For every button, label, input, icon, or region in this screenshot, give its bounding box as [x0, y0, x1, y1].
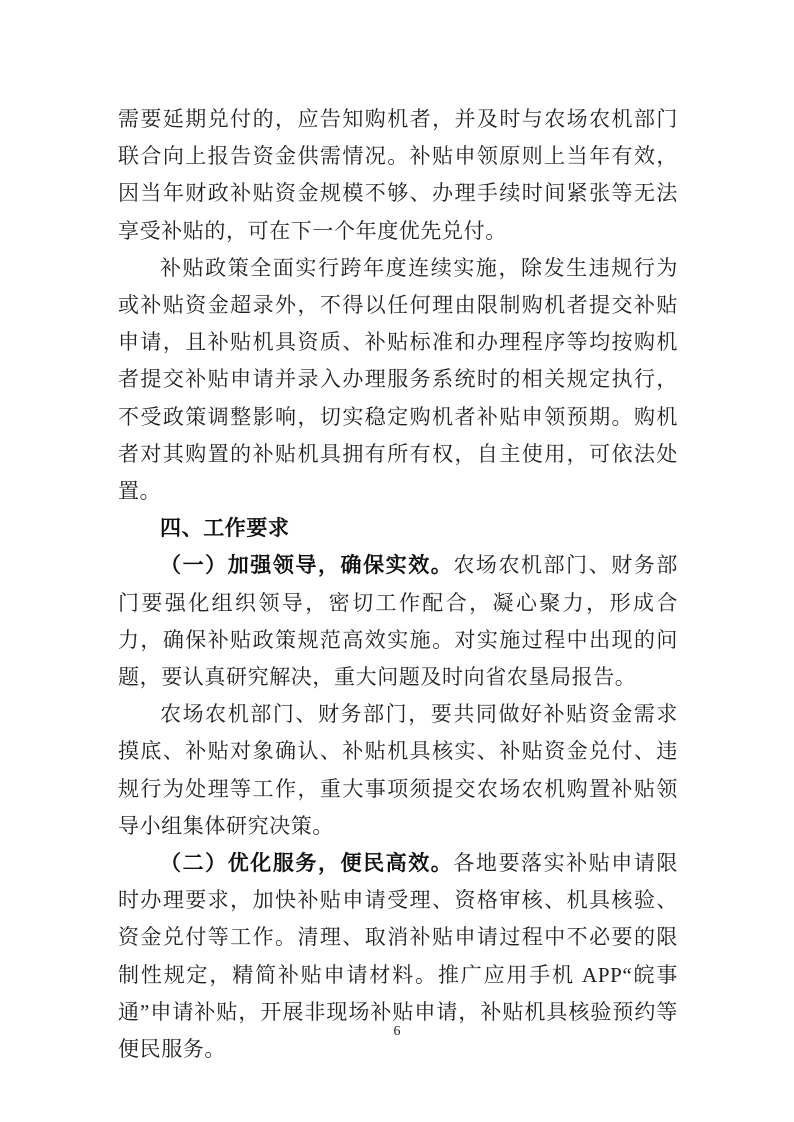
- paragraph-text-strengthen-leadership: 农场农机部门、财务部门要强化组织领导，密切工作配合，凝心聚力，形成合力，确保补贴政策规范高效实施。对实施过程中出现的问题，要认真研究解决，重大问题及时向省农垦局报告。: [118, 553, 678, 690]
- paragraph-joint-duties: 农场农机部门、财务部门，要共同做好补贴资金需求摸底、补贴对象确认、补贴机具核实、补贴资金兑付、违规行为处理等工作，重大事项须提交农场农机购置补贴领导小组集体研究决策。: [118, 702, 678, 838]
- paragraph-lead-optimize-service: （二）优化服务，便民高效。: [160, 851, 454, 876]
- section-heading-work-requirements: 四、工作要求: [160, 516, 290, 541]
- paragraph-strengthen-leadership: [118, 547, 678, 696]
- document-body: [118, 101, 678, 1068]
- paragraph-cross-year-policy: 补贴政策全面实行跨年度连续实施，除发生违规行为或补贴资金超录外，不得以任何理由限制购机者提交补贴申请，且补贴机具资质、补贴标准和办理程序等均按购机者提交补贴申请并录入办理服务系统时的相关规定执行，不受政策调整影响，切实稳定购机者补贴申领预期。购机者对其购置的补贴机具拥有所有权，自主使用，可依法处置。: [118, 255, 678, 504]
- page-number: 6: [393, 1024, 401, 1039]
- paragraph-lead-strengthen-leadership: （一）加强领导，确保实效。: [160, 553, 454, 578]
- paragraph-text-optimize-service: 各地要落实补贴申请限时办理要求，加快补贴申请受理、资格审核、机具核验、资金兑付等工作。清理、取消补贴申请过程中不必要的限制性规定，精简补贴申请材料。推广应用手机 APP“皖事通”申请补贴，开展非现场补贴申请，补贴机具核验预约等便民服务。: [118, 851, 678, 1062]
- paragraph-continuation: 需要延期兑付的，应告知购机者，并及时与农场农机部门联合向上报告资金供需情况。补贴申领原则上当年有效，因当年财政补贴资金规模不够、办理手续时间紧张等无法享受补贴的，可在下一个年度优先兑付。: [118, 107, 678, 243]
